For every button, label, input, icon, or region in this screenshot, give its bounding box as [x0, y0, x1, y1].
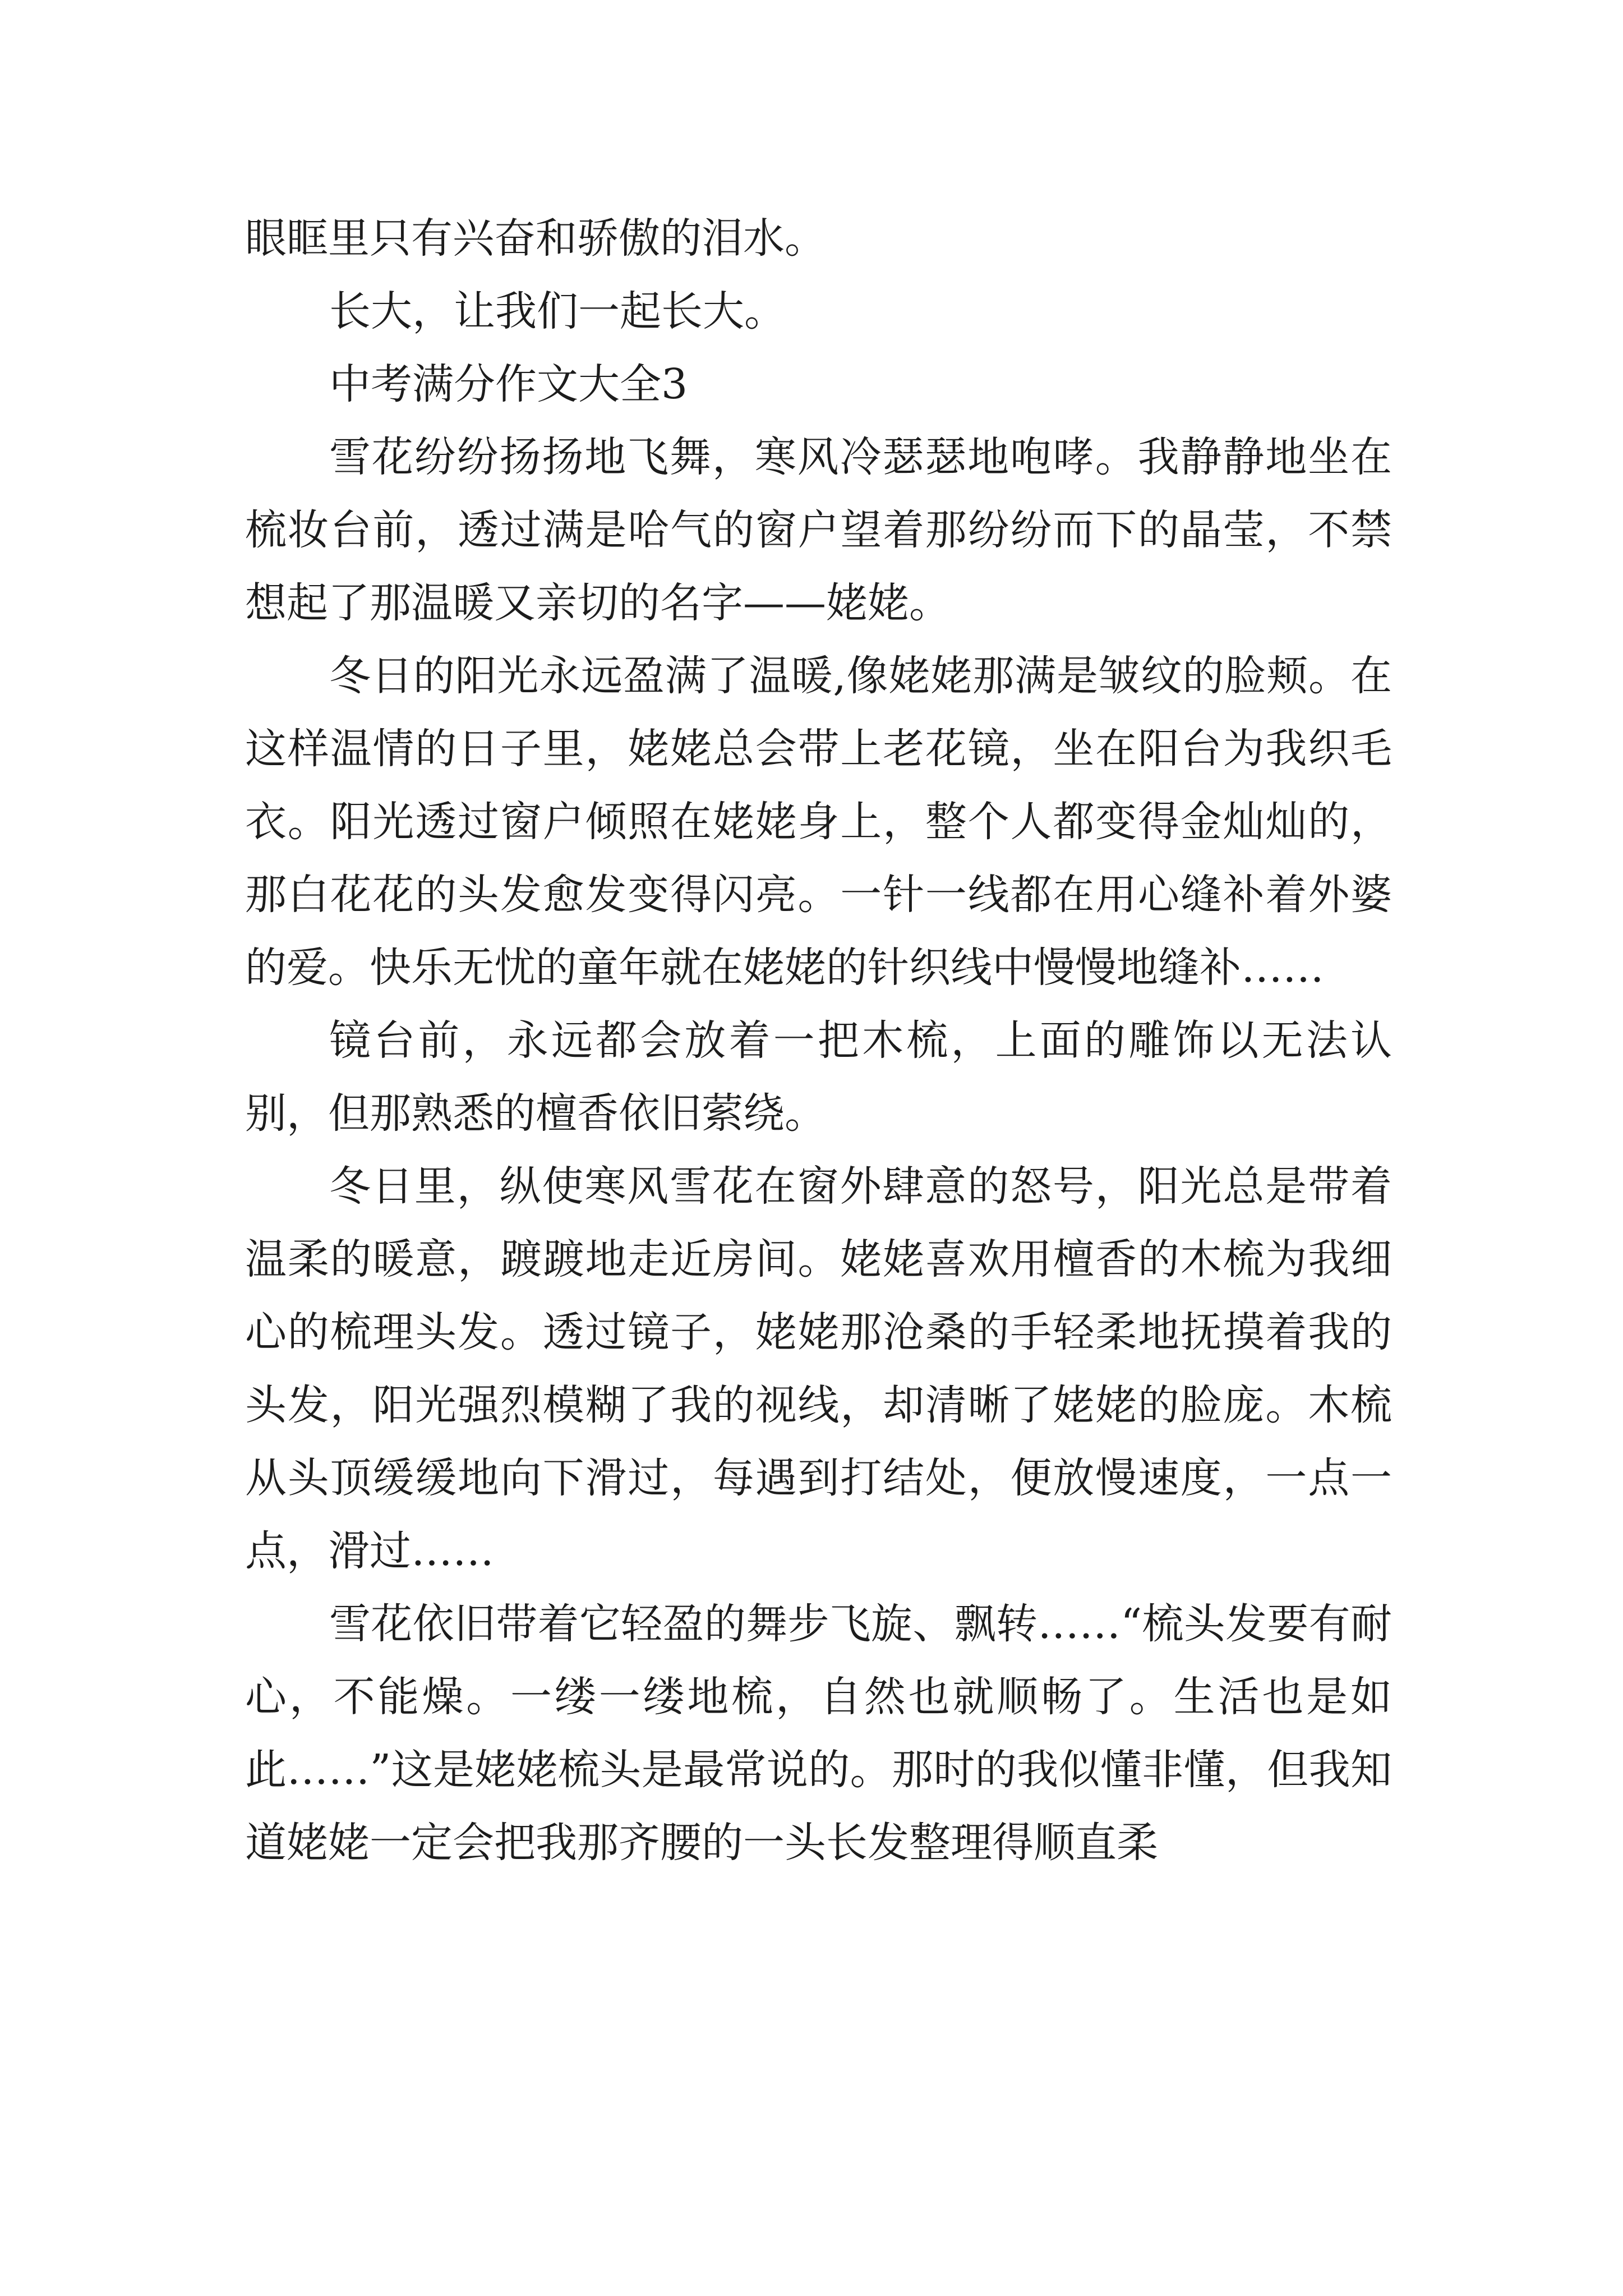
paragraph-7: 雪花依旧带着它轻盈的舞步飞旋、飘转……“梳头发要有耐心，不能燥。一缕一缕地梳，自然也就顺畅了。生活也是如此……”这是姥姥梳头是最常说的。那时的我似懂非懂，但我知道姥姥一定会把我那齐腰的一头长发整理得顺直柔 [245, 1600, 1392, 1867]
paragraph-6: 冬日里，纵使寒风雪花在窗外肆意的怒号，阳光总是带着温柔的暖意，踱踱地走近房间。姥姥喜欢用檀香的木梳为我细心的梳理头发。透过镜子，姥姥那沧桑的手轻柔地抚摸着我的头发，阳光强烈模糊了我的视线，却清晰了姥姥的脸庞。木梳从头顶缓缓地向下滑过，每遇到打结处，便放慢速度，一点一点，滑过…… [245, 1162, 1392, 1575]
paragraph-1: 眼眶里只有兴奋和骄傲的泪水。 [245, 214, 826, 263]
paragraph-5: 镜台前，永远都会放着一把木梳，上面的雕饰以无法认别，但那熟悉的檀香依旧萦绕。 [245, 1016, 1392, 1138]
paragraph-2: 长大，让我们一起长大。 [329, 287, 786, 335]
paragraph-3: 雪花纷纷扬扬地飞舞，寒风冷瑟瑟地咆哮。我静静地坐在梳妆台前，透过满是哈气的窗户望着那纷纷而下的晶莹，不禁想起了那温暖又亲切的名字——姥姥。 [245, 433, 1392, 627]
section-heading: 中考满分作文大全3 [329, 360, 688, 408]
paragraph-4: 冬日的阳光永远盈满了温暖,像姥姥那满是皱纹的脸颊。在这样温情的日子里，姥姥总会带上老花镜，坐在阳台为我织毛衣。阳光透过窗户倾照在姥姥身上，整个人都变得金灿灿的，那白花花的头发愈发变得闪亮。一针一线都在用心缝补着外婆的爱。快乐无忧的童年就在姥姥的针织线中慢慢地缝补…… [245, 652, 1392, 992]
body-text [245, 202, 1392, 1879]
